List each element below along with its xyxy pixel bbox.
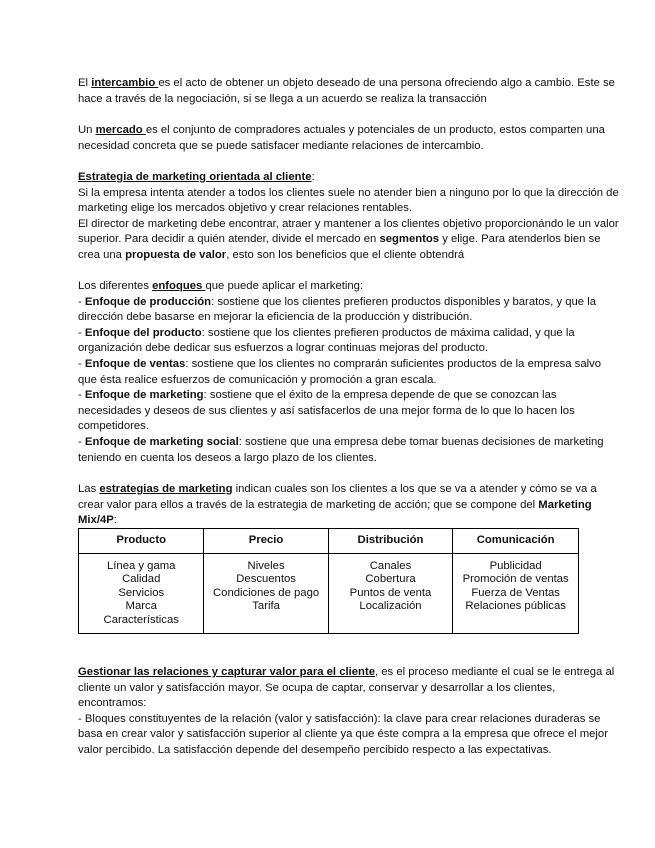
column-header: Comunicación [453, 529, 579, 554]
term-intercambio: intercambio [91, 77, 159, 89]
text: Servicios [118, 586, 165, 599]
text: Un [78, 124, 96, 136]
text: , es el proceso mediante el cual se le entrega al cliente un valor y satisfacción mayor. Se ocupa de captar, conservar y desarrollar a los clientes, encontramos: [78, 666, 615, 710]
text: - [78, 326, 85, 339]
text: Si la empresa intenta atender a todos los clientes suele no atender bien a ninguno por lo que la dirección de marketing elige los mercados objetivo y crear relaciones rentables. [78, 186, 619, 215]
text: El director de marketing debe encontrar, atraer y mantener a los clientes objetivo proporcionándo le un valor superior. Para decidir a quién atender, divide el mercado en [78, 217, 619, 246]
term-estrategias: estrategias de marketing [99, 483, 233, 495]
text: Las [78, 483, 100, 495]
text: Fuerza de Ventas [471, 586, 560, 599]
list-item: - Bloques constituyentes de la relación (valor y satisfacción): la clave para crear relaciones duraderas se basa en crear valor y satisfacción superior al cliente ya que éste compra a la empresa que ofrece el mejor valor percibido. La satisfacción depende del desempeño percibido respecto a las expectativas. [78, 712, 608, 756]
text: es el acto de obtener un objeto deseado de una persona ofreciendo algo a cambio. Este se hace a través de la negociación, si se llega a un acuerdo se realiza la transacción [78, 77, 615, 105]
term-segmentos: segmentos [379, 233, 440, 246]
list-item [78, 295, 623, 326]
text: Enfoque de producción [84, 295, 212, 308]
text: : sostiene que los clientes no comprarán suficientes productos de la empresa salvo que ésta realice esfuerzos de comunicación y promoción a gran escala. [78, 357, 602, 386]
term-mercado: mercado [95, 124, 146, 136]
text: Publicidad [489, 560, 542, 572]
text: : sostiene que el éxito de la empresa depende de que se conozcan las necesidades y deseos de sus clientes y así satisfacerlos de una mejor forma de lo que lo hacen los competidores. [78, 389, 575, 433]
text: Enfoque de ventas [84, 357, 186, 370]
text: Condiciones de pago [213, 586, 320, 599]
paragraph-estrategias [78, 482, 623, 529]
term-enfoques: enfoques [152, 280, 206, 292]
paragraph-enfoques [78, 279, 623, 466]
column-header: Precio [204, 529, 328, 554]
text: Línea y gama [106, 560, 176, 572]
text: : [311, 171, 315, 183]
paragraph-gestionar-relaciones [78, 665, 623, 759]
list-item [78, 357, 623, 388]
text: : sostiene que una empresa debe tomar buenas decisiones de marketing teniendo en cuenta los deseos a largo plazo de los clientes. [78, 435, 604, 464]
term-propuesta-valor: propuesta de valor [125, 248, 227, 261]
text: Localización [359, 600, 422, 613]
paragraph-estrategia-cliente [78, 170, 623, 264]
text: Descuentos [236, 573, 296, 586]
text: es el conjunto de compradores actuales y potenciales de un producto, estos comparten una necesidad concreta que se puede satisfacer mediante relaciones de intercambio. [78, 124, 605, 152]
text: Puntos de venta [349, 586, 432, 599]
list-item [78, 435, 623, 466]
text: indican cuales son los clientes a los que se va a atender y cómo se va a crear valor para ellos a través de la estrategia de marketing de acción; que se compone del [78, 483, 597, 511]
term-marketing-mix: Marketing Mix/4P [78, 498, 592, 527]
text: que puede aplicar el marketing: [205, 280, 364, 292]
text: Relaciones públicas [465, 600, 566, 613]
column-header: Distribución [328, 529, 453, 554]
text: Cobertura [365, 573, 416, 586]
list-item [78, 388, 623, 435]
section-heading: Gestionar las relaciones y capturar valor para el cliente [78, 666, 375, 678]
text: Características [103, 613, 179, 626]
paragraph-intercambio [78, 76, 623, 107]
text: Los diferentes [78, 280, 153, 292]
text: Tarifa [252, 600, 280, 613]
marketing-mix-table [78, 528, 579, 634]
text: : sostiene que los clientes prefieren productos de máxima calidad, y que la organización debe dedicar sus esfuerzos a lograr continuas mejoras del producto. [78, 326, 575, 355]
text: - [78, 295, 85, 308]
text: Enfoque de marketing [84, 389, 204, 402]
table-cell-comunicacion [453, 554, 579, 634]
table-cell-producto [79, 554, 204, 634]
text: : sostiene que los clientes prefieren productos disponibles y baratos, y que la dirección debe basarse en mejorar la eficiencia de la producción y distribución. [78, 295, 597, 324]
text: Promoción de ventas [462, 573, 569, 586]
text: Canales [369, 560, 412, 572]
text: y elige. Para atenderlos bien se crea una [78, 233, 601, 261]
text: Enfoque de marketing social [84, 435, 239, 448]
text: Marca [125, 600, 157, 613]
text: Niveles [247, 560, 285, 572]
section-heading: Estrategia de marketing orientada al cliente [78, 171, 312, 183]
text: Enfoque del producto [84, 326, 202, 339]
table-cell-precio [204, 554, 328, 634]
table-row [79, 554, 579, 634]
text: Calidad [122, 573, 161, 586]
text: , esto son los beneficios que el cliente obtendrá [226, 248, 465, 261]
text: - [78, 389, 85, 402]
column-header: Producto [79, 529, 204, 554]
text: - [78, 357, 85, 370]
table-header-row [79, 529, 579, 554]
list-item [78, 326, 623, 357]
text: El [78, 77, 92, 89]
text: : [113, 514, 117, 527]
text: - [78, 435, 85, 448]
paragraph-mercado [78, 123, 623, 154]
table-cell-distribucion [328, 554, 453, 634]
